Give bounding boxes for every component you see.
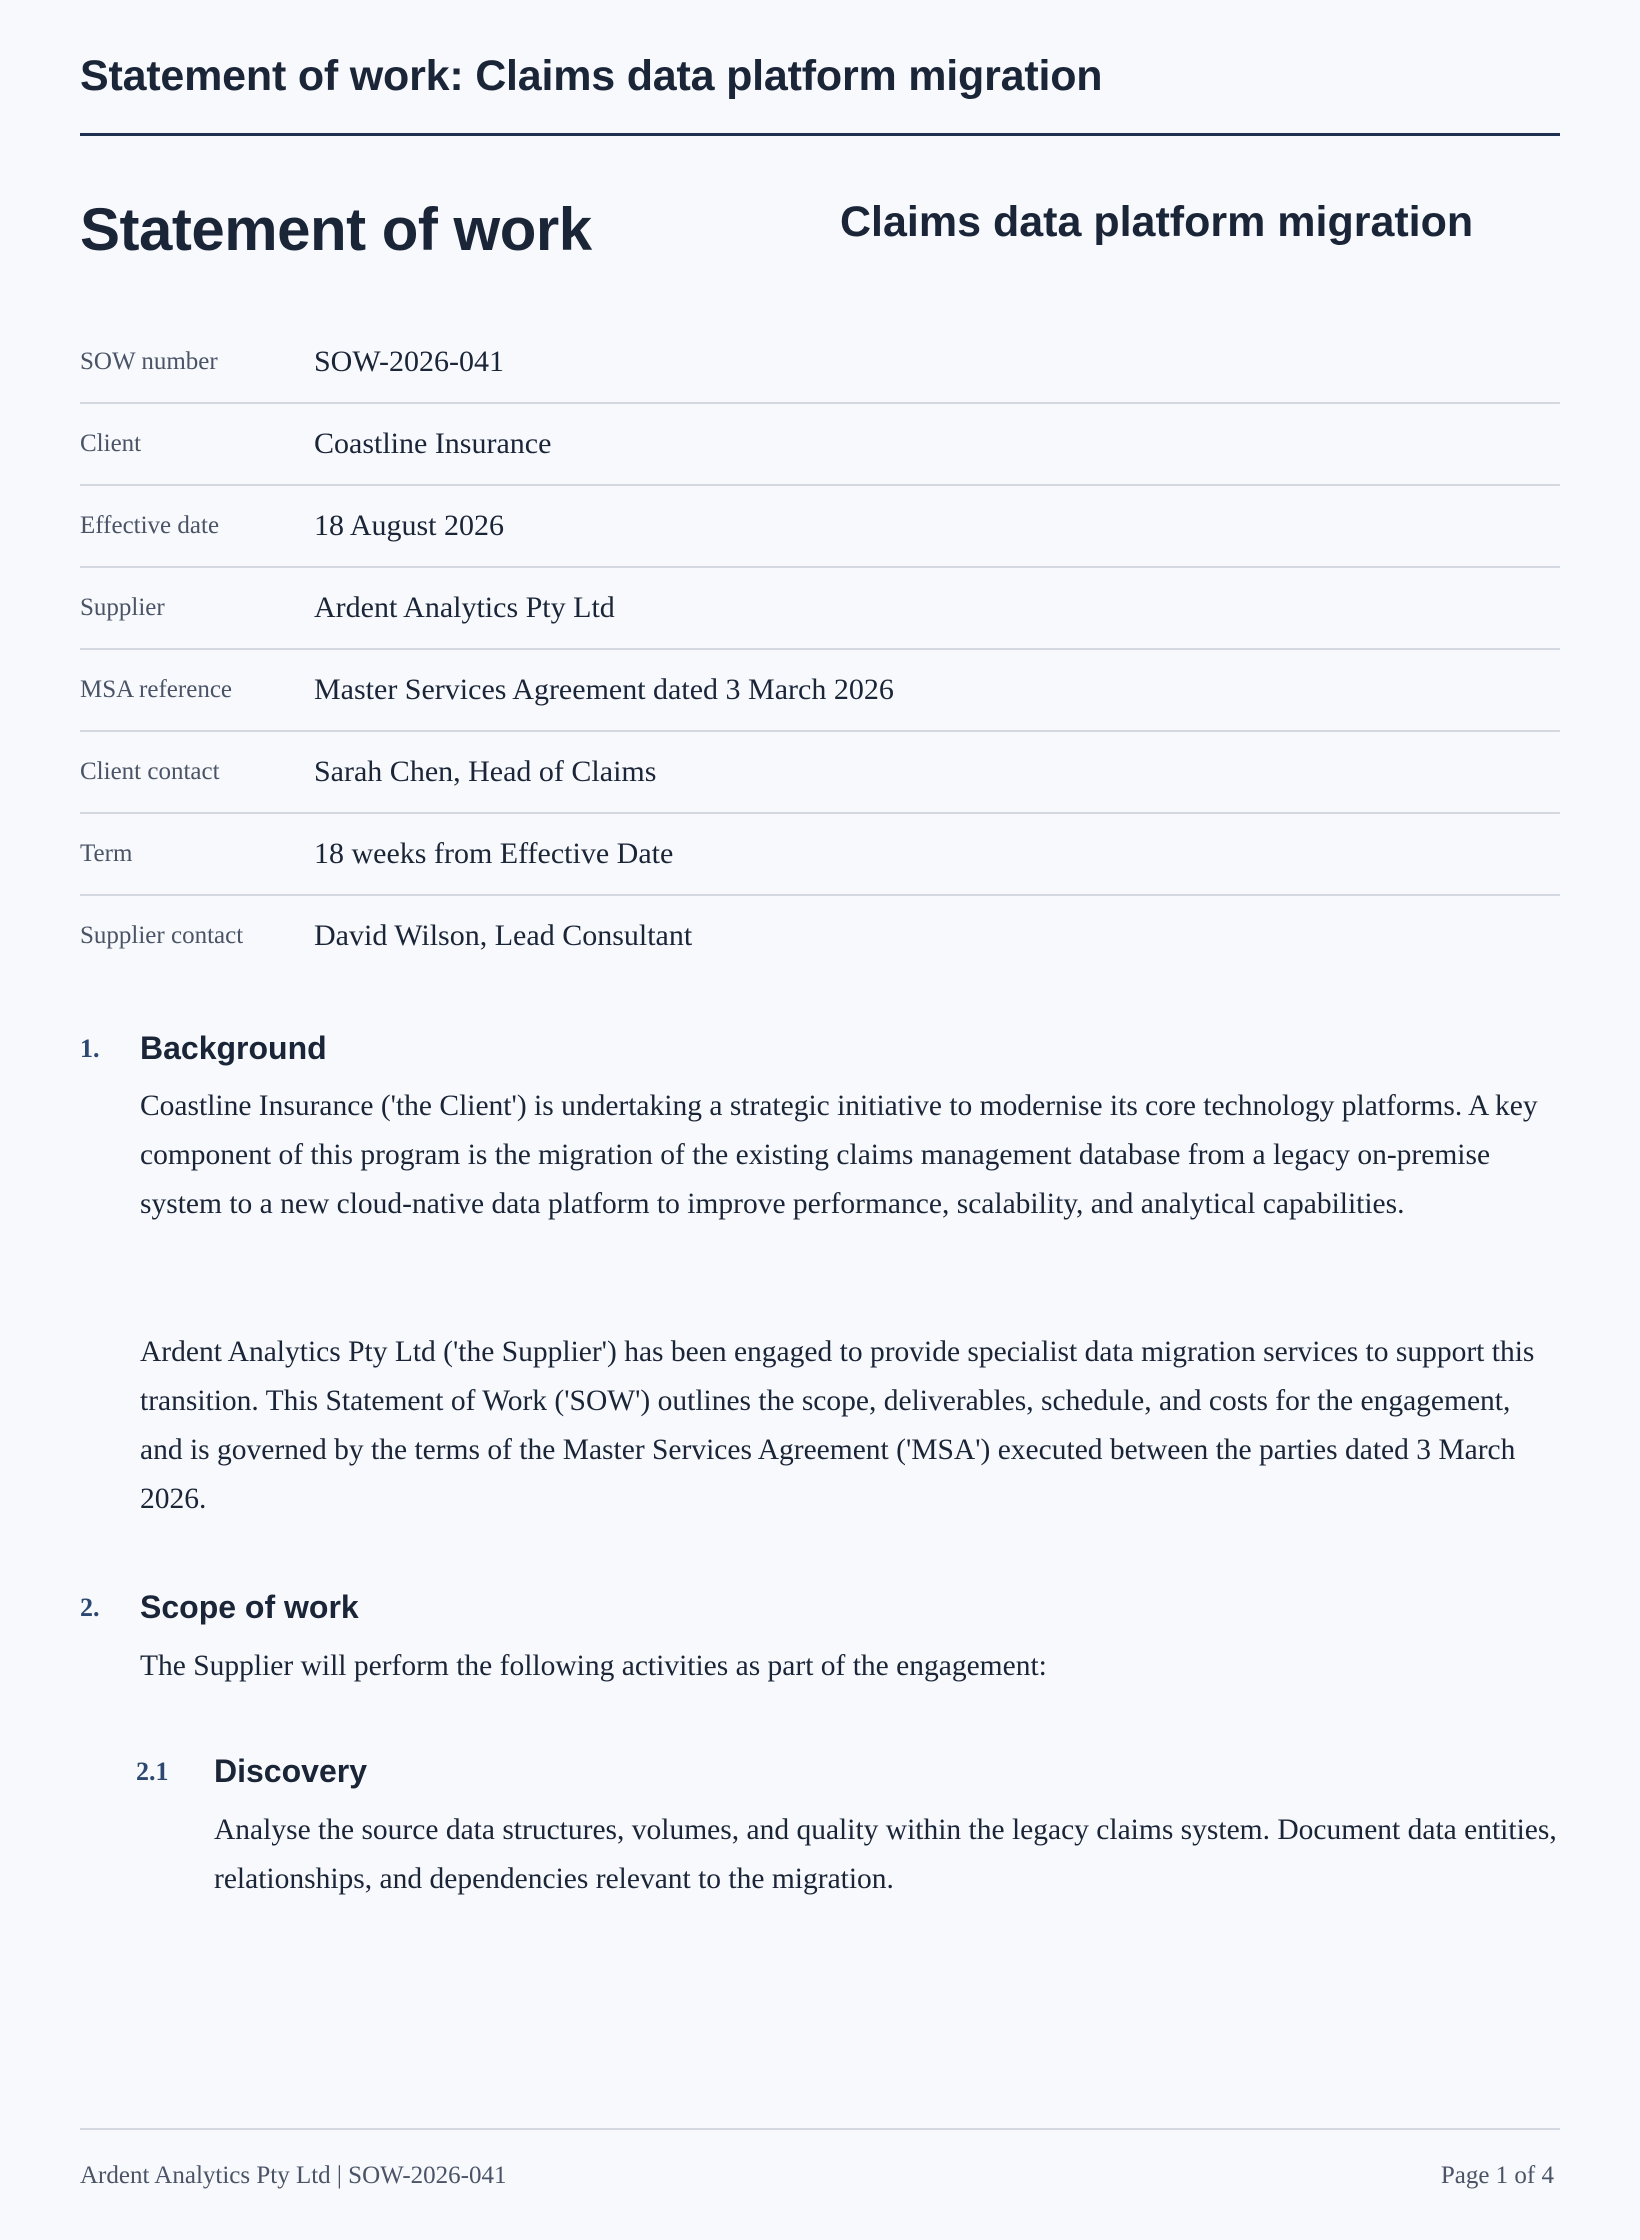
details-value: Sarah Chen, Head of Claims [314, 731, 1560, 813]
details-row-client-contact [80, 731, 1560, 813]
section-heading-scope-of-work: Scope of work [140, 1589, 359, 1625]
background-paragraph-1: Coastline Insurance ('the Client') is undertaking a strategic initiative to modernise its core technology platforms. A key component of this program is the migration of the existing claims management database from a legacy on-premise system to a new cloud-native data platform to improve performance, scalability, and analytical capabilities. [140, 1090, 1538, 1220]
details-value: Master Services Agreement dated 3 March 2026 [314, 649, 1560, 731]
document-title: Statement of work [80, 196, 592, 263]
section-number: 2. [80, 1593, 100, 1622]
details-value: David Wilson, Lead Consultant [314, 919, 693, 952]
details-row-supplier [80, 567, 1560, 649]
details-label: Client contact [80, 731, 314, 813]
background-paragraph-2: Ardent Analytics Pty Ltd ('the Supplier') has been engaged to provide specialist data migration services to support this transition. This Statement of Work ('SOW') outlines the scope, deliverables, schedule, and costs for the engagement, and is governed by the terms of the Master Services Agreement ('MSA') executed between the parties dated 3 March 2026. [140, 1336, 1535, 1515]
discovery-paragraph: Analyse the source data structures, volumes, and quality within the legacy claims system. Document data entities, relationships, and dependencies relevant to the migration. [214, 1814, 1557, 1895]
document-page [80, 0, 1560, 2240]
running-header [80, 48, 1560, 136]
details-value: SOW-2026-041 [314, 322, 1560, 403]
document-subtitle: Claims data platform migration [840, 198, 1474, 246]
footer-page-number: Page 1 of 4 [1440, 2162, 1554, 2189]
details-label: MSA reference [80, 649, 314, 731]
details-row-term [80, 813, 1560, 895]
details-value: 18 weeks from Effective Date [314, 813, 1560, 895]
details-row-sow-number [80, 322, 1560, 403]
details-label: Client [80, 403, 314, 485]
section-heading-background: Background [140, 1030, 327, 1066]
details-value: 18 August 2026 [314, 485, 1560, 567]
subsection-heading-discovery: Discovery [214, 1753, 367, 1789]
details-row-msa-reference [80, 649, 1560, 731]
sow-details-table [80, 322, 1560, 976]
details-row-client [80, 403, 1560, 485]
page-footer [80, 2128, 1560, 2188]
details-label: Supplier [80, 567, 314, 649]
running-header-title: Statement of work: Claims data platform migration [80, 52, 1103, 100]
details-label: Term [80, 813, 314, 895]
details-label: Supplier contact [80, 922, 244, 949]
footer-document-reference: Ardent Analytics Pty Ltd | SOW-2026-041 [80, 2162, 507, 2189]
section-number: 1. [80, 1034, 100, 1063]
subsection-number: 2.1 [136, 1757, 169, 1786]
details-row-effective-date [80, 485, 1560, 567]
details-value: Coastline Insurance [314, 403, 1560, 485]
details-label: SOW number [80, 322, 314, 403]
details-label: Effective date [80, 485, 314, 567]
scope-intro-paragraph: The Supplier will perform the following activities as part of the engagement: [140, 1650, 1047, 1682]
details-value: Ardent Analytics Pty Ltd [314, 567, 1560, 649]
details-row-supplier-contact [80, 895, 1560, 976]
